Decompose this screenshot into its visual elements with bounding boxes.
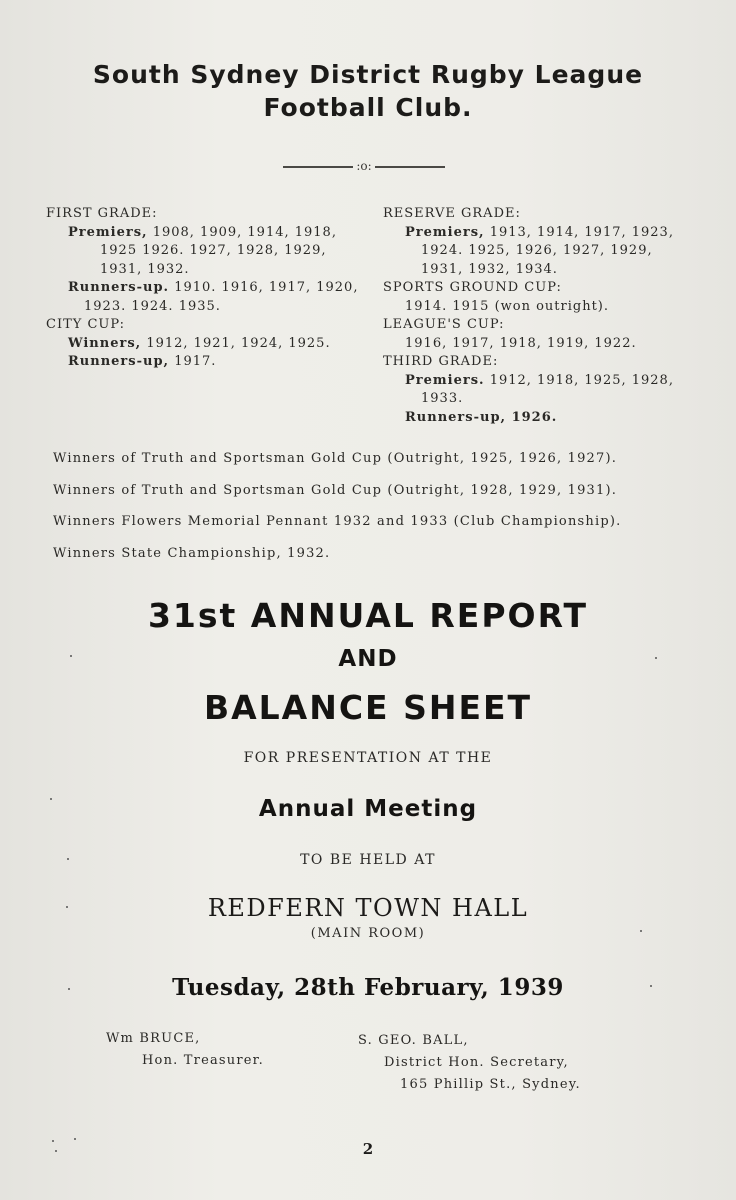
- secretary-signature: [358, 1030, 581, 1096]
- winners-note: Winners of Truth and Sportsman Gold Cup (Outright, 1925, 1926, 1927).: [53, 451, 618, 466]
- first-grade-premiers: [46, 224, 366, 243]
- club-title-line1: South Sydney District Rugby League: [92, 60, 644, 89]
- report-and: AND: [338, 646, 398, 672]
- first-grade-premiers-label: Premiers,: [68, 224, 148, 240]
- reserve-grade-heading: RESERVE GRADE:: [383, 206, 521, 221]
- club-title: [0, 58, 736, 124]
- paper-speck: [640, 930, 642, 932]
- treasurer-signature: [106, 1028, 264, 1072]
- club-title-line2: Football Club.: [263, 93, 473, 122]
- page-number: 2: [362, 1140, 374, 1158]
- city-cup-runners-up: [46, 353, 366, 372]
- paper-speck: [74, 1138, 76, 1140]
- third-grade-heading: THIRD GRADE:: [383, 354, 499, 369]
- third-grade-premiers-label: Premiers.: [405, 372, 485, 388]
- ornamental-divider: [280, 158, 448, 174]
- sports-ground-cup-years: 1914. 1915 (won outright).: [405, 298, 610, 314]
- reserve-grade-premiers-line1: 1913, 1914, 1917, 1923,: [489, 224, 674, 240]
- treasurer-name: Wm BRUCE,: [106, 1031, 201, 1046]
- paper-speck: [650, 985, 652, 987]
- divider-ornament: :o:: [356, 159, 372, 173]
- third-grade-premiers: [383, 372, 723, 391]
- secretary-name: S. GEO. BALL,: [358, 1033, 469, 1048]
- honours-right-column: [383, 205, 723, 427]
- paper-speck: [67, 858, 69, 860]
- secretary-address: 165 Phillip St., Sydney.: [400, 1077, 581, 1092]
- first-grade-premiers-line2: 1925 1926. 1927, 1928, 1929,: [100, 243, 327, 258]
- leagues-cup-heading: LEAGUE'S CUP:: [383, 317, 505, 332]
- held-at-line: TO BE HELD AT: [300, 852, 436, 868]
- paper-speck: [55, 1150, 57, 1152]
- reserve-grade-premiers: [383, 224, 723, 243]
- reserve-grade-premiers-label: Premiers,: [405, 224, 485, 240]
- paper-speck: [66, 906, 68, 908]
- venue-name: REDFERN TOWN HALL: [207, 894, 529, 922]
- treasurer-title: Hon. Treasurer.: [142, 1053, 264, 1068]
- leagues-cup-years: 1916, 1917, 1918, 1919, 1922.: [405, 335, 637, 351]
- divider-rule-left: [283, 166, 353, 168]
- first-grade-runners-up-line2: 1923. 1924. 1935.: [84, 298, 221, 314]
- sports-ground-cup-heading: SPORTS GROUND CUP:: [383, 280, 562, 295]
- paper-speck: [50, 798, 52, 800]
- paper-speck: [655, 657, 657, 659]
- third-grade-runners-up: Runners-up, 1926.: [405, 409, 558, 425]
- first-grade-runners-up: [46, 279, 366, 298]
- city-cup-runners-up-years: 1917.: [174, 354, 217, 369]
- winners-note: Winners of Truth and Sportsman Gold Cup (Outright, 1928, 1929, 1931).: [53, 482, 618, 498]
- first-grade-runners-up-line1: 1910. 1916, 1917, 1920,: [174, 280, 359, 295]
- reserve-grade-premiers-line2: 1924. 1925, 1926, 1927, 1929,: [421, 243, 653, 258]
- winners-notes: [53, 443, 733, 569]
- paper-speck: [68, 988, 70, 990]
- report-subtitle: BALANCE SHEET: [203, 688, 533, 727]
- first-grade-premiers-line1: 1908, 1909, 1914, 1918,: [152, 224, 337, 240]
- secretary-title: District Hon. Secretary,: [384, 1055, 569, 1070]
- city-cup-heading: CITY CUP:: [46, 317, 126, 332]
- presentation-line: FOR PRESENTATION AT THE: [243, 750, 493, 766]
- third-grade-premiers-line2: 1933.: [421, 391, 464, 406]
- meeting-date: Tuesday, 28th February, 1939: [172, 974, 564, 1001]
- honours-left-column: [46, 205, 366, 372]
- venue-room: (MAIN ROOM): [310, 926, 426, 941]
- report-title: 31st ANNUAL REPORT: [147, 596, 589, 635]
- first-grade-premiers-line3: 1931, 1932.: [100, 261, 190, 277]
- third-grade-premiers-line1: 1912, 1918, 1925, 1928,: [489, 372, 674, 388]
- meeting-heading: Annual Meeting: [258, 796, 478, 822]
- paper-speck: [52, 1140, 54, 1142]
- city-cup-winners-years: 1912, 1921, 1924, 1925.: [146, 335, 331, 351]
- paper-speck: [70, 655, 72, 657]
- city-cup-winners-label: Winners,: [68, 335, 142, 351]
- divider-rule-right: [375, 166, 445, 168]
- first-grade-heading: FIRST GRADE:: [46, 206, 158, 221]
- reserve-grade-premiers-line3: 1931, 1932, 1934.: [421, 261, 558, 277]
- winners-note: Winners Flowers Memorial Pennant 1932 and 1933 (Club Championship).: [53, 514, 622, 529]
- city-cup-runners-up-label: Runners-up,: [68, 354, 170, 369]
- first-grade-runners-up-label: Runners-up.: [68, 280, 170, 295]
- city-cup-winners: [46, 335, 366, 354]
- winners-note: Winners State Championship, 1932.: [53, 545, 331, 561]
